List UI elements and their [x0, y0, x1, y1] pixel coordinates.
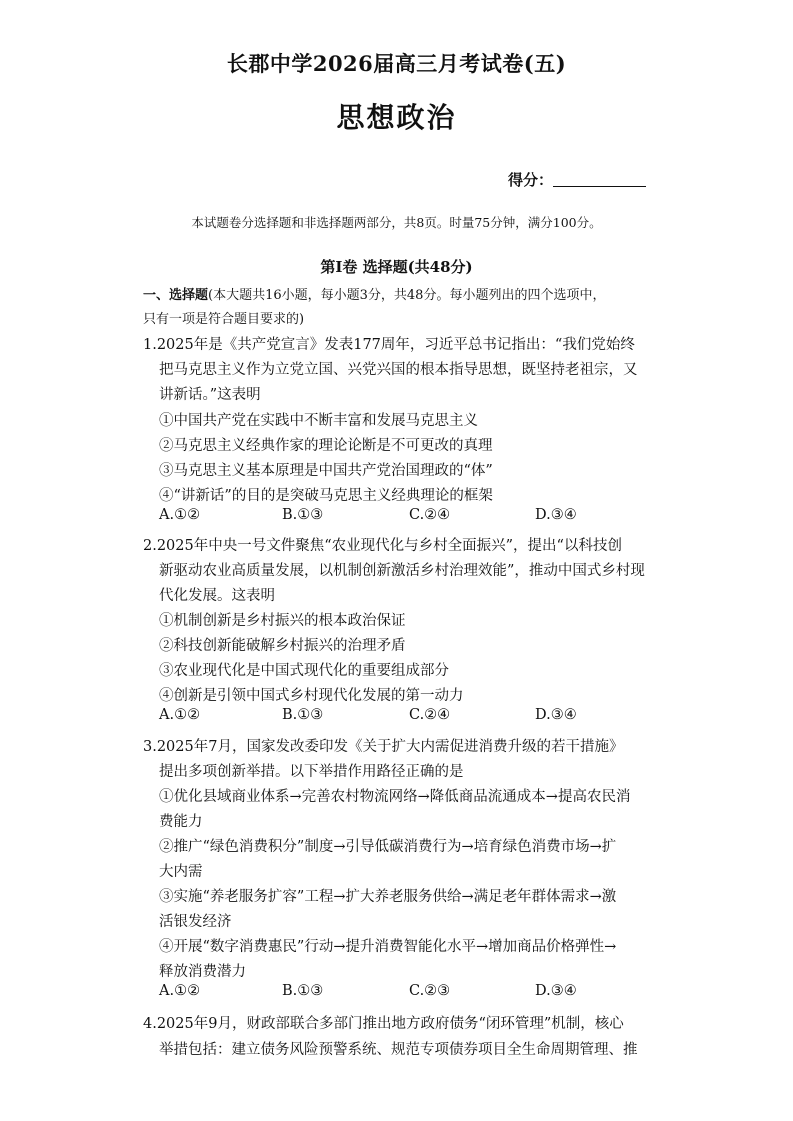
question-3-item: ④开展“数字消费惠民”行动→提升消费智能化水平→增加商品价格弹性→: [159, 939, 617, 955]
question-1-stem-line: 把马克思主义作为立党立国、兴党兴国的根本指导思想，既坚持老祖宗，又: [159, 362, 638, 378]
question-2-item: ①机制创新是乡村振兴的根本政治保证: [159, 613, 406, 629]
question-4-stem-line: 举措包括：建立债务风险预警系统、规范专项债券项目全生命周期管理、推: [159, 1042, 638, 1058]
question-2-option-d: D.③④: [535, 707, 577, 723]
question-2-item: ④创新是引领中国式乡村现代化发展的第一动力: [159, 688, 464, 704]
question-2-option-b: B.①③: [282, 707, 324, 723]
question-3-item: ①优化县域商业体系→完善农村物流网络→降低商品流通成本→提高农民消: [159, 789, 631, 805]
question-3-option-d: D.③④: [535, 983, 577, 999]
question-1-item: ④“讲新话”的目的是突破马克思主义经典理论的框架: [159, 488, 493, 504]
question-1-option-a: A.①②: [159, 507, 201, 523]
question-3-item: 费能力: [159, 814, 203, 830]
subject-title: 思想政治: [336, 101, 457, 134]
section-instruction-line: 只有一项是符合题目要求的): [143, 312, 305, 327]
score-label: 得分：: [508, 171, 554, 189]
instruction-text: (本大题共16小题，每小题3分，共48分。每小题列出的四个选项中，: [208, 288, 606, 303]
question-3-item: 释放消费潜力: [159, 964, 246, 980]
exam-note: 本试题卷分选择题和非选择题两部分，共8页。时量75分钟，满分100分。: [191, 215, 602, 230]
question-1-stem-line: 1.2025年是《共产党宣言》发表177周年，习近平总书记指出：“我们党始终: [143, 337, 635, 353]
question-3-item: ③实施“养老服务扩容”工程→扩大养老服务供给→满足老年群体需求→激: [159, 889, 617, 905]
question-4-stem-line: 4.2025年9月，财政部联合多部门推出地方政府债务“闭环管理”机制，核心: [143, 1016, 624, 1032]
question-1-item: ①中国共产党在实践中不断丰富和发展马克思主义: [159, 413, 478, 429]
question-2-option-a: A.①②: [159, 707, 201, 723]
question-2-option-c: C.②④: [409, 707, 451, 723]
question-1-option-d: D.③④: [535, 507, 577, 523]
exam-title: 长郡中学2026届高三月考试卷(五): [226, 51, 567, 76]
question-2-item: ③农业现代化是中国式现代化的重要组成部分: [159, 663, 449, 679]
question-3-stem-line: 3.2025年7月，国家发改委印发《关于扩大内需促进消费升级的若干措施》: [143, 739, 624, 755]
score-blank-line: [553, 186, 646, 187]
question-3-option-a: A.①②: [159, 983, 201, 999]
question-2-stem-line: 新驱动农业高质量发展，以机制创新激活乡村治理效能”，推动中国式乡村现: [159, 563, 645, 579]
question-2-stem-line: 2.2025年中央一号文件聚焦“农业现代化与乡村全面振兴”，提出“以科技创: [143, 538, 622, 554]
question-1-option-c: C.②④: [409, 507, 451, 523]
question-2-stem-line: 代化发展。这表明: [159, 588, 275, 604]
section-instruction-line: [143, 284, 605, 303]
question-3-stem-line: 提出多项创新举措。以下举措作用路径正确的是: [159, 764, 464, 780]
question-3-item: ②推广“绿色消费积分”制度→引导低碳消费行为→培育绿色消费市场→扩: [159, 839, 617, 855]
section-heading: 第Ⅰ卷 选择题(共48分): [320, 258, 473, 276]
question-1-item: ③马克思主义基本原理是中国共产党治国理政的“体”: [159, 463, 493, 479]
question-3-option-b: B.①③: [282, 983, 324, 999]
question-1-option-b: B.①③: [282, 507, 324, 523]
question-1-item: ②马克思主义经典作家的理论论断是不可更改的真理: [159, 438, 493, 454]
instruction-lead: 一、选择题: [143, 288, 209, 303]
question-2-item: ②科技创新能破解乡村振兴的治理矛盾: [159, 638, 406, 654]
question-3-option-c: C.②③: [409, 983, 451, 999]
question-3-item: 大内需: [159, 864, 203, 880]
question-1-stem-line: 讲新话。”这表明: [159, 387, 261, 403]
question-3-item: 活银发经济: [159, 914, 232, 930]
